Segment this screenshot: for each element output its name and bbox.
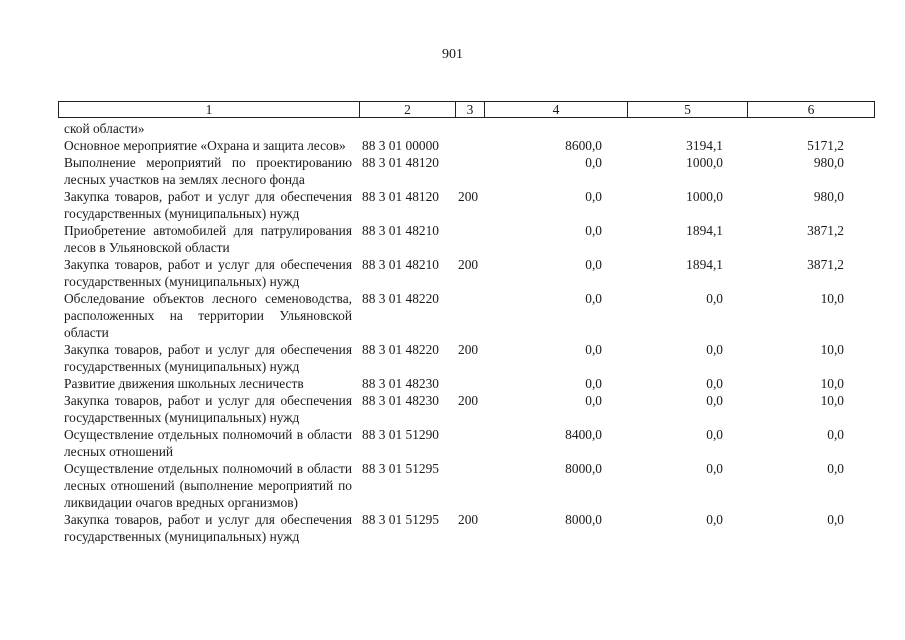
row-name: Основное мероприятие «Охрана и защита лесов» xyxy=(64,138,346,153)
table-row xyxy=(0,511,905,545)
header-col-1: 1 xyxy=(59,102,360,117)
header-col-5: 5 xyxy=(628,102,748,117)
row-value-4: 0,0 xyxy=(585,393,602,408)
row-value-5: 0,0 xyxy=(706,342,723,357)
row-code: 88 3 01 48230 xyxy=(362,376,439,391)
row-value-5: 0,0 xyxy=(706,291,723,306)
row-type xyxy=(458,120,478,137)
page-number: 901 xyxy=(442,47,463,62)
row-type: 200 xyxy=(458,189,479,204)
row-type xyxy=(458,375,478,392)
row-value-6: 3871,2 xyxy=(807,223,844,238)
row-code: 88 3 01 48210 xyxy=(362,257,439,272)
row-code: 88 3 01 51290 xyxy=(362,427,439,442)
table-body xyxy=(0,120,905,545)
table-row xyxy=(0,188,905,222)
header-col-6: 6 xyxy=(807,102,815,117)
row-value-4 xyxy=(478,120,602,137)
row-value-5 xyxy=(602,120,723,137)
row-value-5: 1894,1 xyxy=(686,223,723,238)
table-row xyxy=(0,290,905,341)
table-row xyxy=(0,256,905,290)
row-name: ской области» xyxy=(64,121,145,136)
row-code: 88 3 01 51295 xyxy=(362,461,439,476)
table-row xyxy=(0,392,905,426)
row-value-6: 980,0 xyxy=(813,189,844,204)
row-value-4: 0,0 xyxy=(585,291,602,306)
row-value-4: 8600,0 xyxy=(565,138,602,153)
row-value-6: 0,0 xyxy=(827,427,844,442)
row-code: 88 3 01 48230 xyxy=(362,393,439,408)
row-value-4: 0,0 xyxy=(585,342,602,357)
row-value-6: 10,0 xyxy=(820,393,844,408)
table-row xyxy=(0,460,905,511)
row-value-6: 0,0 xyxy=(827,512,844,527)
table-header-row xyxy=(58,101,875,118)
row-value-4: 0,0 xyxy=(585,223,602,238)
table-row xyxy=(0,341,905,375)
row-code: 88 3 01 48220 xyxy=(362,342,439,357)
table-row xyxy=(0,154,905,188)
row-value-6: 3871,2 xyxy=(807,257,844,272)
table-row xyxy=(0,120,905,137)
row-type: 200 xyxy=(458,393,479,408)
row-value-5: 0,0 xyxy=(706,427,723,442)
row-code: 88 3 01 51295 xyxy=(362,512,439,527)
row-code: 88 3 01 48120 xyxy=(362,155,439,170)
row-name: Закупка товаров, работ и услуг для обеспечения государственных (муниципальных) нужд xyxy=(64,257,352,289)
row-value-5: 0,0 xyxy=(706,393,723,408)
row-value-4: 8000,0 xyxy=(565,512,602,527)
row-value-4: 8000,0 xyxy=(565,461,602,476)
row-name: Осуществление отдельных полномочий в области лесных отношений (выполнение мероприятий по ликвидации очагов вредных организмов) xyxy=(64,461,352,510)
header-col-3: 3 xyxy=(456,102,485,117)
row-value-4: 0,0 xyxy=(585,189,602,204)
row-name: Закупка товаров, работ и услуг для обеспечения государственных (муниципальных) нужд xyxy=(64,189,352,221)
row-code: 88 3 01 48210 xyxy=(362,223,439,238)
table-row xyxy=(0,375,905,392)
row-type: 200 xyxy=(458,512,479,527)
row-value-4: 0,0 xyxy=(585,257,602,272)
row-name: Обследование объектов лесного семеноводства, расположенных на территории Ульяновской области xyxy=(64,291,352,340)
row-value-5: 1000,0 xyxy=(686,189,723,204)
row-value-6: 980,0 xyxy=(813,155,844,170)
table-row xyxy=(0,137,905,154)
row-type xyxy=(458,222,478,256)
row-value-5: 0,0 xyxy=(706,376,723,391)
row-value-4: 8400,0 xyxy=(565,427,602,442)
row-value-5: 0,0 xyxy=(706,512,723,527)
row-type xyxy=(458,154,478,188)
row-value-6: 10,0 xyxy=(820,291,844,306)
row-name: Выполнение мероприятий по проектированию лесных участков на землях лесного фонда xyxy=(64,155,352,187)
row-value-6: 0,0 xyxy=(827,461,844,476)
row-name: Закупка товаров, работ и услуг для обеспечения государственных (муниципальных) нужд xyxy=(64,393,352,425)
row-code: 88 3 01 48120 xyxy=(362,189,439,204)
row-value-6: 10,0 xyxy=(820,376,844,391)
row-name: Развитие движения школьных лесничеств xyxy=(64,376,304,391)
row-type: 200 xyxy=(458,342,479,357)
row-value-6 xyxy=(723,120,844,137)
row-value-5: 0,0 xyxy=(706,461,723,476)
row-type xyxy=(458,426,478,460)
row-value-6: 10,0 xyxy=(820,342,844,357)
table-row xyxy=(0,222,905,256)
row-code xyxy=(362,120,458,137)
row-name: Приобретение автомобилей для патрулирования лесов в Ульяновской области xyxy=(64,223,352,255)
header-col-2: 2 xyxy=(360,102,456,117)
row-type xyxy=(458,290,478,341)
row-type xyxy=(458,137,478,154)
row-value-4: 0,0 xyxy=(585,155,602,170)
row-value-5: 3194,1 xyxy=(686,138,723,153)
row-code: 88 3 01 48220 xyxy=(362,291,439,306)
row-type: 200 xyxy=(458,257,479,272)
row-value-5: 1894,1 xyxy=(686,257,723,272)
row-type xyxy=(458,460,478,511)
row-name: Закупка товаров, работ и услуг для обеспечения государственных (муниципальных) нужд xyxy=(64,512,352,544)
table-row xyxy=(0,426,905,460)
row-value-6: 5171,2 xyxy=(807,138,844,153)
row-name: Осуществление отдельных полномочий в области лесных отношений xyxy=(64,427,352,459)
row-value-4: 0,0 xyxy=(585,376,602,391)
row-value-5: 1000,0 xyxy=(686,155,723,170)
header-col-4: 4 xyxy=(485,102,628,117)
row-name: Закупка товаров, работ и услуг для обеспечения государственных (муниципальных) нужд xyxy=(64,342,352,374)
row-code: 88 3 01 00000 xyxy=(362,138,439,153)
